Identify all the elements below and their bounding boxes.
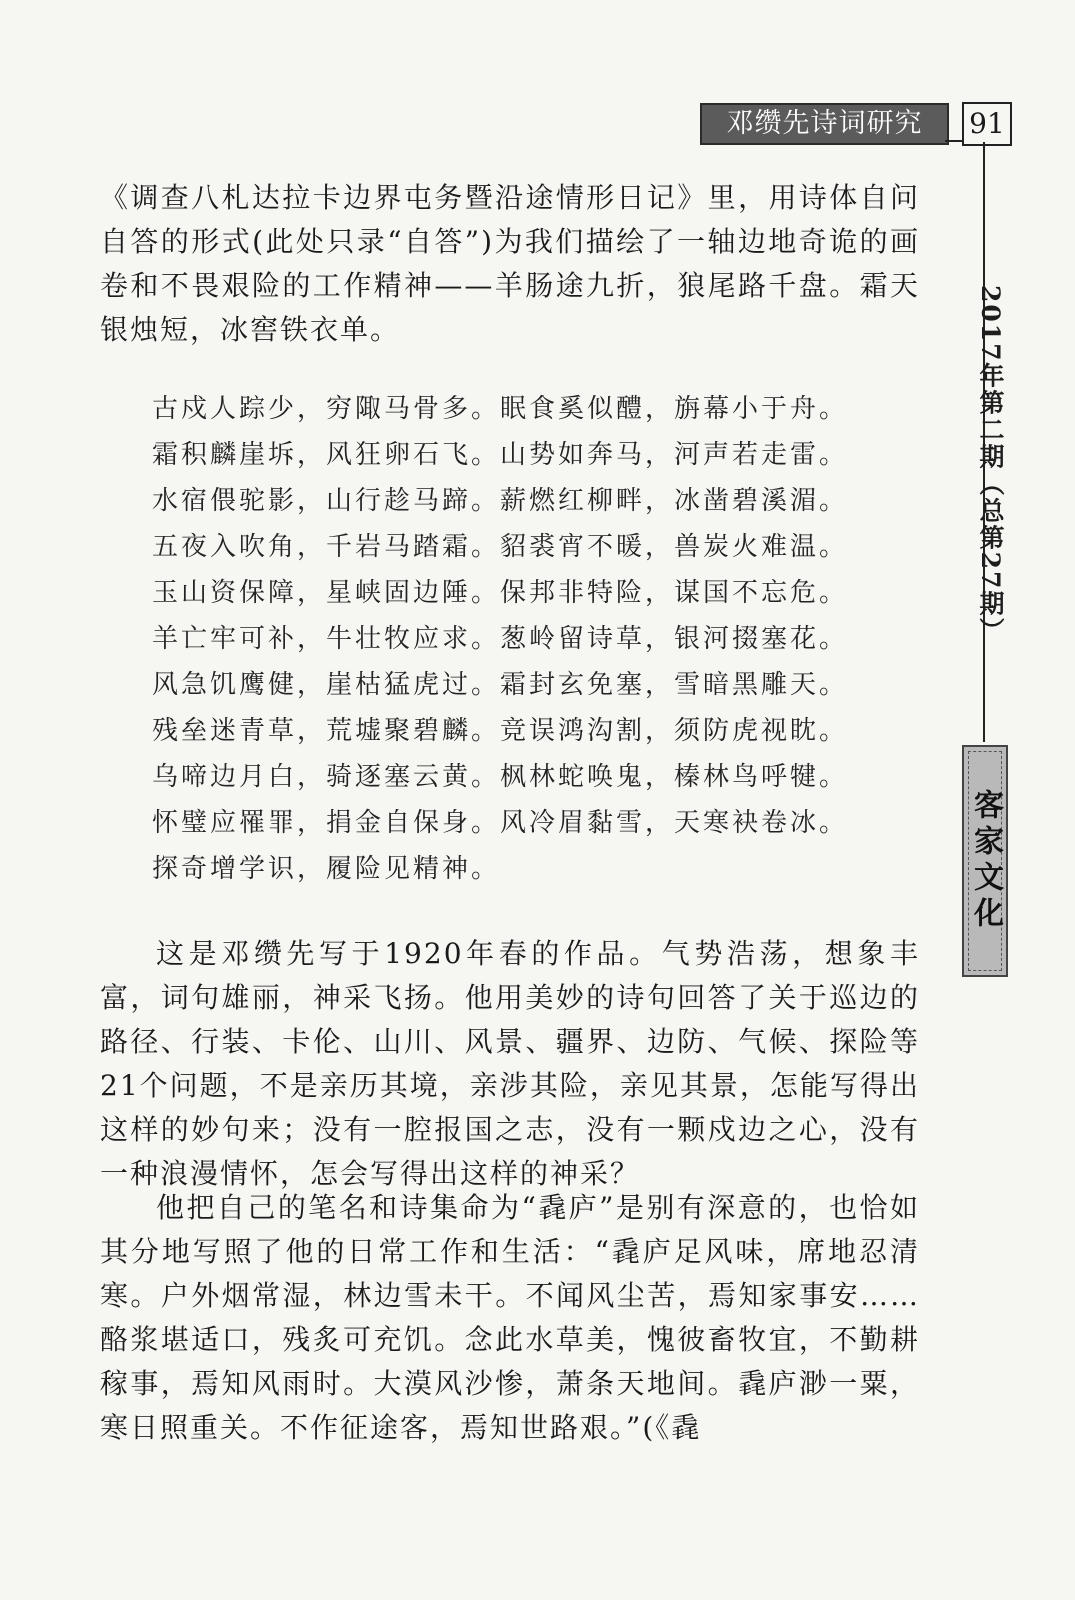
logo-text: 客家文化 xyxy=(968,751,1002,971)
poem xyxy=(152,386,912,892)
poem-line: 羊亡牢可补，牛壮牧应求。葱岭留诗草，银河掇塞花。 xyxy=(152,624,849,654)
poem-line: 霜积麟崖坼，风狂卵石飞。山势如奔马，河声若走雷。 xyxy=(152,440,849,470)
poem-line: 古戍人踪少，穷陬马骨多。眠食奚似醴，旃幕小于舟。 xyxy=(152,394,849,424)
paragraph-3: 他把自己的笔名和诗集命为“毳庐”是别有深意的，也恰如其分地写照了他的日常工作和生活：“毳庐足风味，席地忍清寒。户外烟常湿，林边雪未干。不闻风尘苦，焉知家事安……酪浆堪适口，残炙可充饥。念此水草美，愧彼畜牧宜，不勤耕稼事，焉知风雨时。大漠风沙惨，萧条天地间。毳庐渺一粟，寒日照重关。不作征途客，焉知世路艰。”(《毳 xyxy=(100,1191,920,1444)
poem-line: 风急饥鹰健，崖枯猛虎过。霜封玄免塞，雪暗黑雕天。 xyxy=(152,670,849,700)
paragraph-2: 这是邓缵先写于1920年春的作品。气势浩荡，想象丰富，词句雄丽，神采飞扬。他用美妙的诗句回答了关于巡边的路径、行装、卡伦、山川、风景、疆界、边防、气候、探险等21个问题，不是亲历其境，亲涉其险，亲见其景，怎能写得出这样的妙句来；没有一腔报国之志，没有一颗戍边之心，没有一种浪漫情怀，怎会写得出这样的神采？ xyxy=(100,937,920,1190)
poem-line: 乌啼边月白，骑逐塞云黄。枫林蛇唤鬼，榛林鸟呼犍。 xyxy=(152,762,849,792)
poem-line: 玉山资保障，星峡固边陲。保邦非特险，谋国不忘危。 xyxy=(152,578,849,608)
header-rule xyxy=(945,140,963,142)
page-number: 91 xyxy=(962,102,1012,146)
paragraph-1: 《调查八札达拉卡边界屯务暨沿途情形日记》里，用诗体自问自答的形式(此处只录“自答”)为我们描绘了一轴边地奇诡的画卷和不畏艰险的工作精神——羊肠途九折，狼尾路千盘。霜天银烛短，冰窖铁衣单。 xyxy=(100,181,920,346)
poem-line: 探奇增学识，履险见精神。 xyxy=(152,854,501,884)
poem-line: 残垒迷青草，荒墟聚碧麟。竞误鸿沟割，须防虎视眈。 xyxy=(152,716,849,746)
poem-line: 水宿偎驼影，山行趁马蹄。薪燃红柳畔，冰凿碧溪湄。 xyxy=(152,486,849,516)
issue-info: 2017年第二期（总第27期） xyxy=(976,285,1005,645)
poem-line: 怀璧应罹罪，捐金自保身。风冷眉黏雪，天寒袂卷冰。 xyxy=(152,808,849,838)
column-title: 邓缵先诗词研究 xyxy=(700,103,949,145)
hakka-culture-logo xyxy=(962,745,1008,977)
poem-line: 五夜入吹角，千岩马踏霜。貂裘宵不暖，兽炭火难温。 xyxy=(152,532,849,562)
